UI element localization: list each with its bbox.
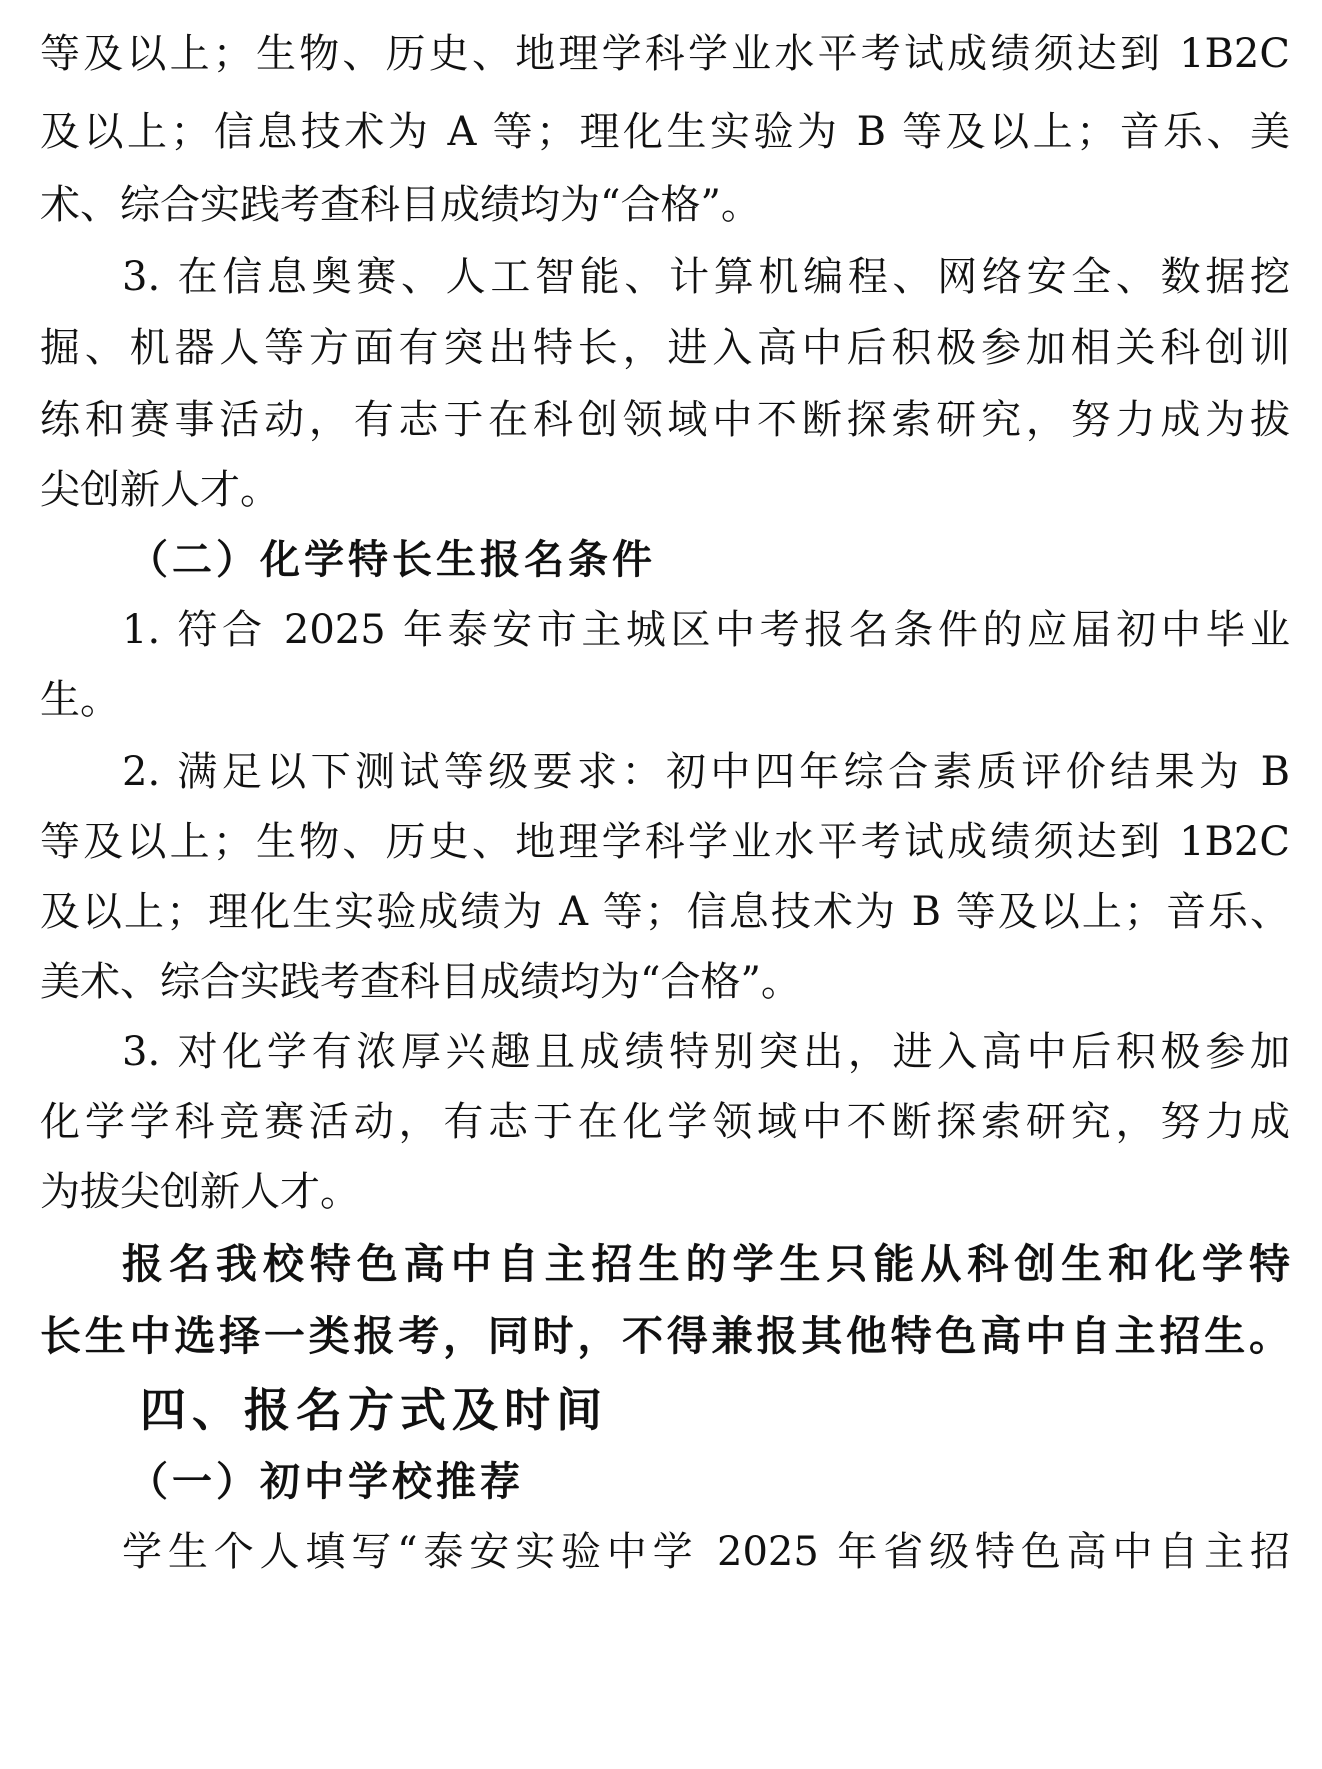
paragraph-line: 1. 符合 2025 年泰安市主城区中考报名条件的应届初中毕业 bbox=[122, 607, 1290, 653]
section-subheading: （二）化学特长生报名条件 bbox=[128, 537, 656, 583]
paragraph-line: 尖创新人才。 bbox=[40, 467, 280, 513]
section-subheading: （一）初中学校推荐 bbox=[128, 1459, 524, 1505]
bold-notice-line: 报名我校特色高中自主招生的学生只能从科创生和化学特 bbox=[122, 1240, 1290, 1288]
paragraph-line: 化学学科竞赛活动，有志于在化学领域中不断探索研究，努力成 bbox=[40, 1099, 1290, 1145]
paragraph-line: 等及以上；生物、历史、地理学科学业水平考试成绩须达到 1B2C bbox=[40, 31, 1290, 77]
paragraph-line: 及以上；理化生实验成绩为 A 等；信息技术为 B 等及以上；音乐、 bbox=[40, 889, 1290, 935]
paragraph-line: 等及以上；生物、历史、地理学科学业水平考试成绩须达到 1B2C bbox=[40, 819, 1290, 865]
paragraph-line: 掘、机器人等方面有突出特长，进入高中后积极参加相关科创训 bbox=[40, 325, 1290, 371]
paragraph-line: 学生个人填写“泰安实验中学 2025 年省级特色高中自主招 bbox=[122, 1529, 1290, 1575]
paragraph-line: 练和赛事活动，有志于在科创领域中不断探索研究，努力成为拔 bbox=[40, 397, 1290, 443]
paragraph-line: 3. 在信息奥赛、人工智能、计算机编程、网络安全、数据挖 bbox=[122, 254, 1290, 300]
section-heading: 四、报名方式及时间 bbox=[140, 1383, 608, 1437]
paragraph-line: 3. 对化学有浓厚兴趣且成绩特别突出，进入高中后积极参加 bbox=[122, 1029, 1290, 1075]
paragraph-line: 生。 bbox=[40, 677, 120, 723]
paragraph-line: 术、综合实践考查科目成绩均为“合格”。 bbox=[40, 182, 761, 228]
paragraph-line: 为拔尖创新人才。 bbox=[40, 1169, 360, 1215]
paragraph-line: 及以上；信息技术为 A 等；理化生实验为 B 等及以上；音乐、美 bbox=[40, 109, 1290, 155]
bold-notice-line: 长生中选择一类报考，同时，不得兼报其他特色高中自主招生。 bbox=[40, 1312, 1290, 1360]
paragraph-line: 美术、综合实践考查科目成绩均为“合格”。 bbox=[40, 959, 801, 1005]
paragraph-line: 2. 满足以下测试等级要求：初中四年综合素质评价结果为 B bbox=[122, 749, 1290, 795]
